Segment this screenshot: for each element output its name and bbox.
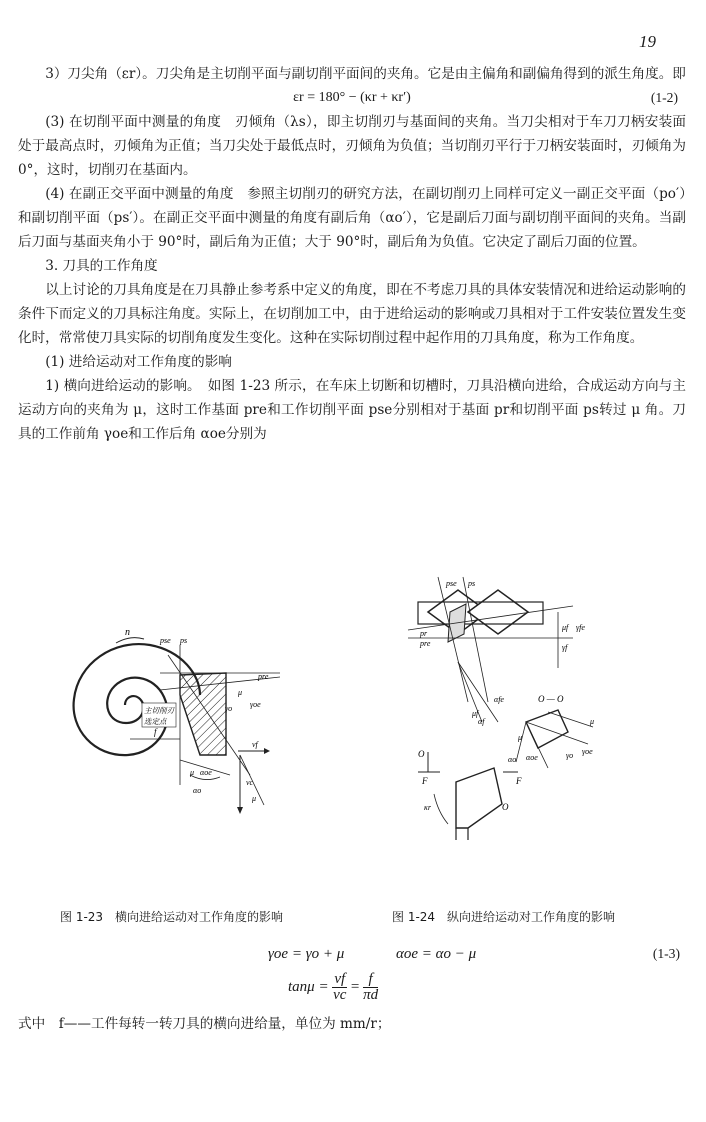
fig124-gamma-oe-label: γoe xyxy=(582,747,593,756)
fig123-mu-label-top: μ xyxy=(238,688,243,697)
figure-1-23-drawing xyxy=(50,615,320,825)
page-number: 19 xyxy=(639,32,656,51)
equation-1-3-right: αoe = αo − μ xyxy=(396,946,477,962)
paragraph-tip-angle: 3）刀尖角（εr）。刀尖角是主切削平面与副切削平面间的夹角。它是由主偏角和副偏角得到的派生角度。即 xyxy=(45,66,686,82)
fig123-vc-label: vc xyxy=(246,778,254,787)
paragraph-minor-orthogonal-plane: (4) 在副正交平面中测量的角度 参照主切削刃的研究方法，在副切削刃上同样可定义一副正交平面（po′）和副切削平面（ps′）。在副正交平面中测量的角度有副后角（αo′），它是副后刀面与副切削平面间的夹角。当副后刀面与基面夹角小于 90°时，副后角为正值；大于 90°时，副后角为负值。它决定了副后刀面的位置。 xyxy=(18,186,686,250)
fig123-edge-label-2: 选定点 xyxy=(144,717,167,726)
fig124-pre-label: pre xyxy=(420,639,431,648)
fig124-gamma-f-label: γf xyxy=(562,643,568,652)
fig124-o-label-left: O xyxy=(418,749,425,759)
fig123-ps-label: ps xyxy=(180,636,188,645)
fig124-mu-label-right: μ xyxy=(590,717,595,726)
fig124-f-label-left: F xyxy=(422,776,428,786)
equals-sign: = xyxy=(350,979,360,995)
paragraph-transverse-feed: 1) 横向进给运动的影响。 如图 1-23 所示，在车床上切断和切槽时，刀具沿横向进给，合成运动方向与主运动方向的夹角为 μ，这时工作基面 pre和工作切削平面 pse分别相对于基面 pr和切削平面 ps转过 μ 角。刀具的工作前角 γoe和工作后角 αoe分别为 xyxy=(18,378,686,442)
fig124-gamma-fe-label: γfe xyxy=(576,623,585,632)
equation-1-2-number: (1-2) xyxy=(650,90,678,105)
equation-1-3-number: (1-3) xyxy=(652,946,680,961)
fig123-n-label: n xyxy=(125,627,130,638)
body-text-upper xyxy=(18,62,686,446)
subsection-heading-feed-motion: (1) 进给运动对工作角度的影响 xyxy=(45,354,232,370)
fraction-vc-denominator: vc xyxy=(333,987,347,1003)
tan-mu-formula xyxy=(288,972,488,1003)
where-clause xyxy=(18,1012,686,1036)
fig123-mu-label-bottom: μ xyxy=(190,768,195,777)
fraction-vf-vc xyxy=(332,972,347,1003)
fig124-alpha-o-label: αo xyxy=(508,755,517,764)
figure-1-23 xyxy=(50,615,320,825)
fig124-pr-label: pr xyxy=(420,629,428,638)
fraction-f-pid xyxy=(363,972,378,1003)
figure-1-24-drawing xyxy=(398,572,658,842)
where-line: 式中 f——工件每转一转刀具的横向进给量，单位为 mm/r； xyxy=(18,1016,391,1032)
fig123-pre-label: pre xyxy=(258,672,269,681)
fig123-vf-label: vf xyxy=(252,740,258,749)
fig123-alpha-oe-label: αoe xyxy=(200,768,212,777)
equation-1-3-left: γoe = γo + μ xyxy=(268,946,345,962)
fig124-pse-label: pse xyxy=(446,579,457,588)
fig124-mu-label: μ xyxy=(518,733,523,742)
fig123-gamma-oe-label: γoe xyxy=(250,700,261,709)
fraction-f-numerator: f xyxy=(363,972,378,988)
fig124-gamma-o-label: γo xyxy=(566,751,574,760)
fig124-mu-f-label: μf xyxy=(562,623,569,632)
fig123-edge-label-1: 主切削刃 xyxy=(144,706,174,715)
fraction-vf-numerator: vf xyxy=(334,971,346,987)
fig123-gamma-o-label: γo xyxy=(225,704,233,713)
paragraph-working-angle-intro: 以上讨论的刀具角度是在刀具静止参考系中定义的角度，即在不考虑刀具的具体安装情况和进给运动影响的条件下而定义的刀具标注角度。实际上，在切削加工中，由于进给运动的影响或刀具相对于工件安装位置发生变化时，常常使刀具实际的切削角度发生变化。这种在实际切削过程中起作用的刀具角度，称为工作角度。 xyxy=(18,282,686,346)
tan-mu-lhs: tanμ = xyxy=(288,979,329,995)
fig123-f-label: f xyxy=(154,727,157,737)
fig123-pse-label: pse xyxy=(160,636,171,645)
fraction-pid-denominator: πd xyxy=(363,987,379,1003)
fig124-kr-label: κr xyxy=(424,803,431,812)
fig124-o-label-right: O xyxy=(502,802,509,812)
figure-1-23-caption: 图 1-23 横向进给运动对工作角度的影响 xyxy=(60,910,284,924)
paragraph-inclination-angle: (3) 在切削平面中测量的角度 刃倾角（λs），即主切削刃与基面间的夹角。当刀尖相对于车刀刀柄安装面处于最高点时，刃倾角为正值；当刀尖处于最低点时，刃倾角为负值；当切削刃平行于刀柄安装面时，刃倾角为 0°，这时，切削刃在基面内。 xyxy=(18,114,686,178)
equation-1-2 xyxy=(18,86,686,110)
fig124-oo-label: O — O xyxy=(538,694,564,704)
figure-1-24-caption: 图 1-24 纵向进给运动对工作角度的影响 xyxy=(392,910,616,924)
fig124-f-label-right: F xyxy=(516,776,522,786)
fig124-mu-f-label-lower: μf xyxy=(472,709,479,718)
fig124-alpha-f-label: αf xyxy=(478,717,485,726)
fig124-alpha-oe-label: αoe xyxy=(526,753,538,762)
fig123-alpha-o-label: αo xyxy=(193,786,202,795)
equation-1-2-body: εr = 180° − (κr + κr′) xyxy=(293,90,411,105)
figure-1-24 xyxy=(398,572,658,842)
fig123-mu-label-velocity: μ xyxy=(252,794,257,803)
section-heading-working-angles: 3. 刀具的工作角度 xyxy=(45,258,158,274)
fig124-ps-label: ps xyxy=(468,579,476,588)
fig124-alpha-fe-label: αfe xyxy=(494,695,504,704)
